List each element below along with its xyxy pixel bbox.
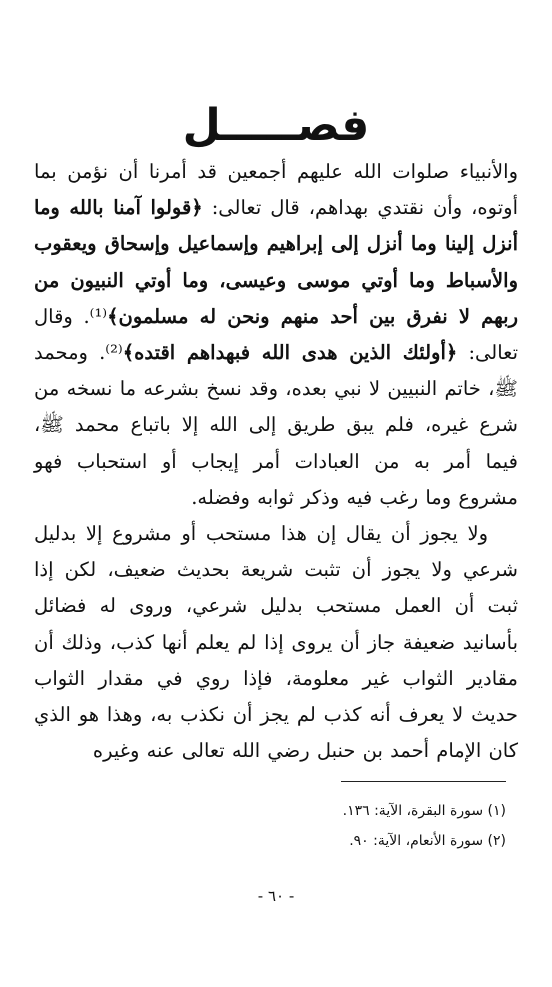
paragraph-1 — [34, 154, 518, 516]
page-number: - ٦٠ - — [257, 887, 295, 905]
paragraph-1-segment: ⁽²⁾. ومحمد ﷺ، خاتم النبيين لا نبي بعده، وقد نسخ بشرعه ما نسخه من شرع غيره، فلم يبق طريق إلى الله إلا باتباع محمد ﷺ، فيما أمر به من العبادات أمر إيجاب أو استحباب فهو مشروع وما رغب فيه وذكر ثوابه وفضله. — [34, 341, 518, 509]
quran-quote-1: ﴿قولوا آمنا بالله وما أنزل إلينا وما أنزل إلى إبراهيم وإسماعيل وإسحاق ويعقوب والأسباط وما أوتي موسى وعيسى، وما أوتي النبيون من ربهم لا نفرق بين أحد منهم ونحن له مسلمون﴾ — [34, 196, 518, 328]
quran-quote-2: ﴿أولئك الذين هدى الله فبهداهم اقتده﴾ — [122, 341, 458, 365]
paragraph-2-segment: ولا يجوز أن يقال إن هذا مستحب أو مشروع إلا بدليل شرعي ولا يجوز أن تثبت شريعة بحديث ضعيف، لكن إذا ثبت أن العمل مستحب بدليل شرعي، وروى له فضائل بأسانيد ضعيفة جاز أن يروى إذا لم يعلم أنها كذب، وذلك أن مقادير الثواب غير معلومة، فإذا روي في مقدار الثواب حديث لا يعرف أنه كذب لم يجز أن نكذب به، وهذا هو الذي كان الإمام أحمد بن حنبل رضي الله تعالى عنه وغيره — [34, 522, 518, 763]
footnote-2: (٢) سورة الأنعام، الآية: ٩٠. — [349, 833, 506, 849]
paragraph-1-segment: ⁽¹⁾. وقال تعالى: — [34, 304, 518, 365]
footnotes — [46, 796, 506, 856]
paragraph-1-segment: والأنبياء صلوات الله عليهم أجمعين قد أمرنا أن نؤمن بما أوتوه، وأن نقتدي بهداهم، قال تعالى: — [34, 160, 518, 220]
footnote-divider — [341, 781, 506, 782]
body-text — [34, 154, 518, 769]
footnote-1: (١) سورة البقرة، الآية: ١٣٦. — [342, 803, 506, 819]
section-heading: فصـــــل — [182, 100, 370, 151]
paragraph-2 — [34, 516, 518, 769]
